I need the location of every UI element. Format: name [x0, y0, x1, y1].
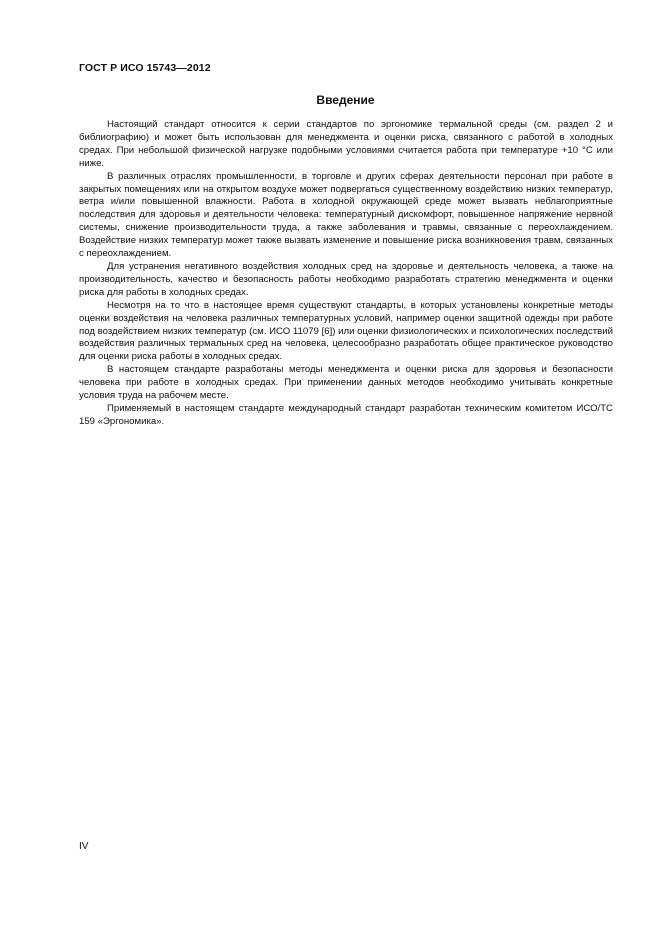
paragraph: В различных отраслях промышленности, в торговле и других сферах деятельности персонал при работе в закрытых помещениях или на открытом воздухе может подвергаться существенному воздействию низких температур, ветра и/или повышенной влажности. Работа в холодной окружающей среде может вызвать неблагоприятные последствия для здоровья и деятельности человека: температурный дискомфорт, повышенное напряжение нервной системы, снижение производительности труда, а также заболевания и травмы, связанные с переохлаждением. Воздействие низких температур может также вызвать изменение и повышение риска возникновения травм, связанных с переохлаждением.: [79, 170, 613, 260]
introduction-body: [79, 119, 613, 429]
paragraph: Настоящий стандарт относится к серии стандартов по эргономике термальной среды (см. раздел 2 и библиографию) и может быть использован для менеджмента и оценки риска, связанного с работой в холодных средах. При небольшой физической нагрузке подобными условиями считается работа при температуре +10 °С или ниже.: [79, 119, 613, 169]
paragraph: В настоящем стандарте разработаны методы менеджмента и оценки риска для здоровья и безопасности человека при работе в холодных средах. При применении данных методов необходимо учитывать конкретные условия труда на рабочем месте.: [79, 364, 613, 402]
page-number: IV: [79, 841, 89, 852]
paragraph: Применяемый в настоящем стандарте международный стандарт разработан техническим комитетом ИСО/ТС 159 «Эргономика».: [79, 402, 613, 427]
section-title: [0, 93, 661, 107]
paragraph: Для устранения негативного воздействия холодных сред на здоровье и деятельность человека, а также на производительность, качество и безопасность работы необходимо разработать стратегию менеджмента и оценки риска для работы в холодных средах.: [79, 260, 613, 298]
paragraph: Несмотря на то что в настоящее время существуют стандарты, в которых установлены конкретные методы оценки воздействия на человека различных температурных условий, например оценки защитной одежды при работе под воздействием низких температур (см. ИСО 11079 [6]) или оценки физиологических и психологических последствий воздействия различных термальных сред на человека, целесообразно разработать общее практическое руководство для оценки риска работы в холодных средах.: [79, 299, 613, 363]
section-title-text: Введение: [316, 93, 375, 107]
document-id: ГОСТ Р ИСО 15743—2012: [79, 62, 211, 74]
